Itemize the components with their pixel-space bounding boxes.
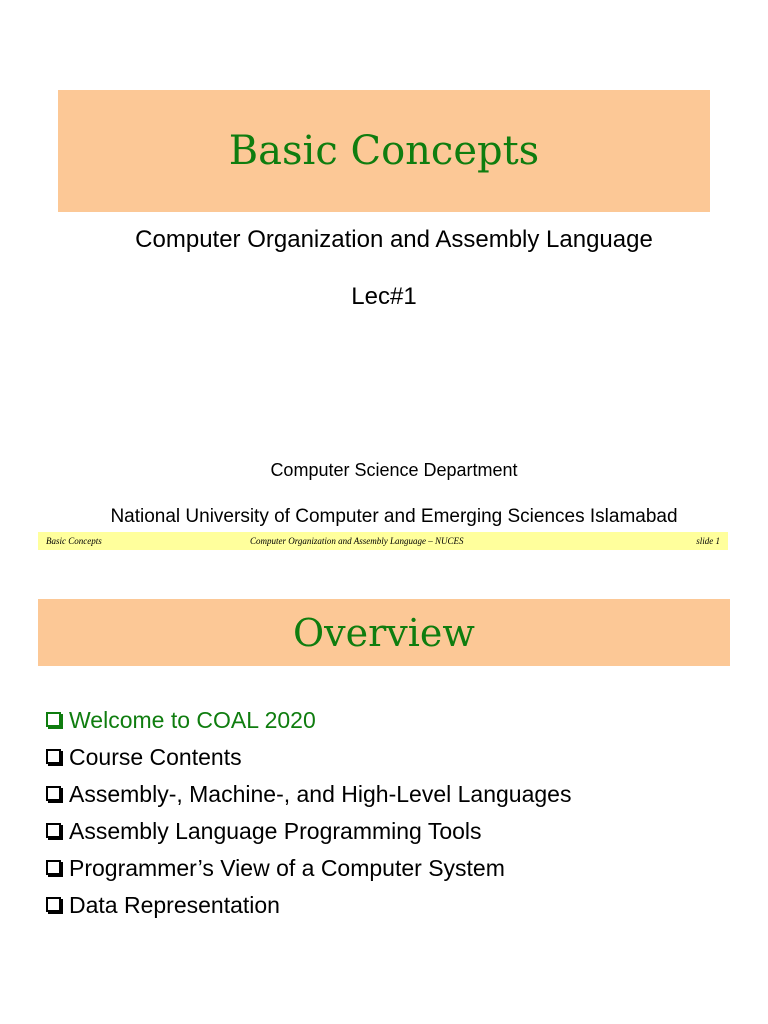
- list-item: [46, 702, 571, 739]
- list-item: [46, 813, 571, 850]
- footer-center-text: Computer Organization and Assembly Language – NUCES: [250, 536, 464, 546]
- overview-bullet-list: [46, 702, 571, 924]
- footer-slide-number: slide 1: [696, 536, 720, 546]
- bullet-text: Programmer’s View of a Computer System: [69, 855, 505, 881]
- checkbox-bullet-icon: [46, 823, 61, 838]
- bullet-text: Welcome to COAL 2020: [69, 707, 316, 733]
- department-name: Computer Science Department: [270, 460, 518, 480]
- list-item: [46, 739, 571, 776]
- university-name: National University of Computer and Emerging Sciences Islamabad: [110, 506, 678, 527]
- list-item: [46, 776, 571, 813]
- checkbox-bullet-icon: [46, 897, 61, 912]
- slide1-title-banner: [58, 90, 710, 212]
- checkbox-bullet-icon: [46, 712, 61, 727]
- list-item: [46, 887, 571, 924]
- bullet-text: Data Representation: [69, 892, 280, 918]
- course-name: Computer Organization and Assembly Language: [135, 226, 653, 253]
- checkbox-bullet-icon: [46, 749, 61, 764]
- slide2-title: Overview: [293, 610, 475, 655]
- bullet-text: Assembly-, Machine-, and High-Level Languages: [69, 781, 572, 807]
- checkbox-bullet-icon: [46, 860, 61, 875]
- checkbox-bullet-icon: [46, 786, 61, 801]
- list-item: [46, 850, 571, 887]
- slide1-footer: [38, 532, 728, 550]
- slide2-title-banner: [38, 599, 730, 666]
- bullet-text: Assembly Language Programming Tools: [69, 818, 482, 844]
- lecture-number: Lec#1: [351, 283, 417, 310]
- slide1-title: Basic Concepts: [228, 128, 540, 174]
- bullet-text: Course Contents: [69, 744, 242, 770]
- footer-left-text: Basic Concepts: [46, 536, 102, 546]
